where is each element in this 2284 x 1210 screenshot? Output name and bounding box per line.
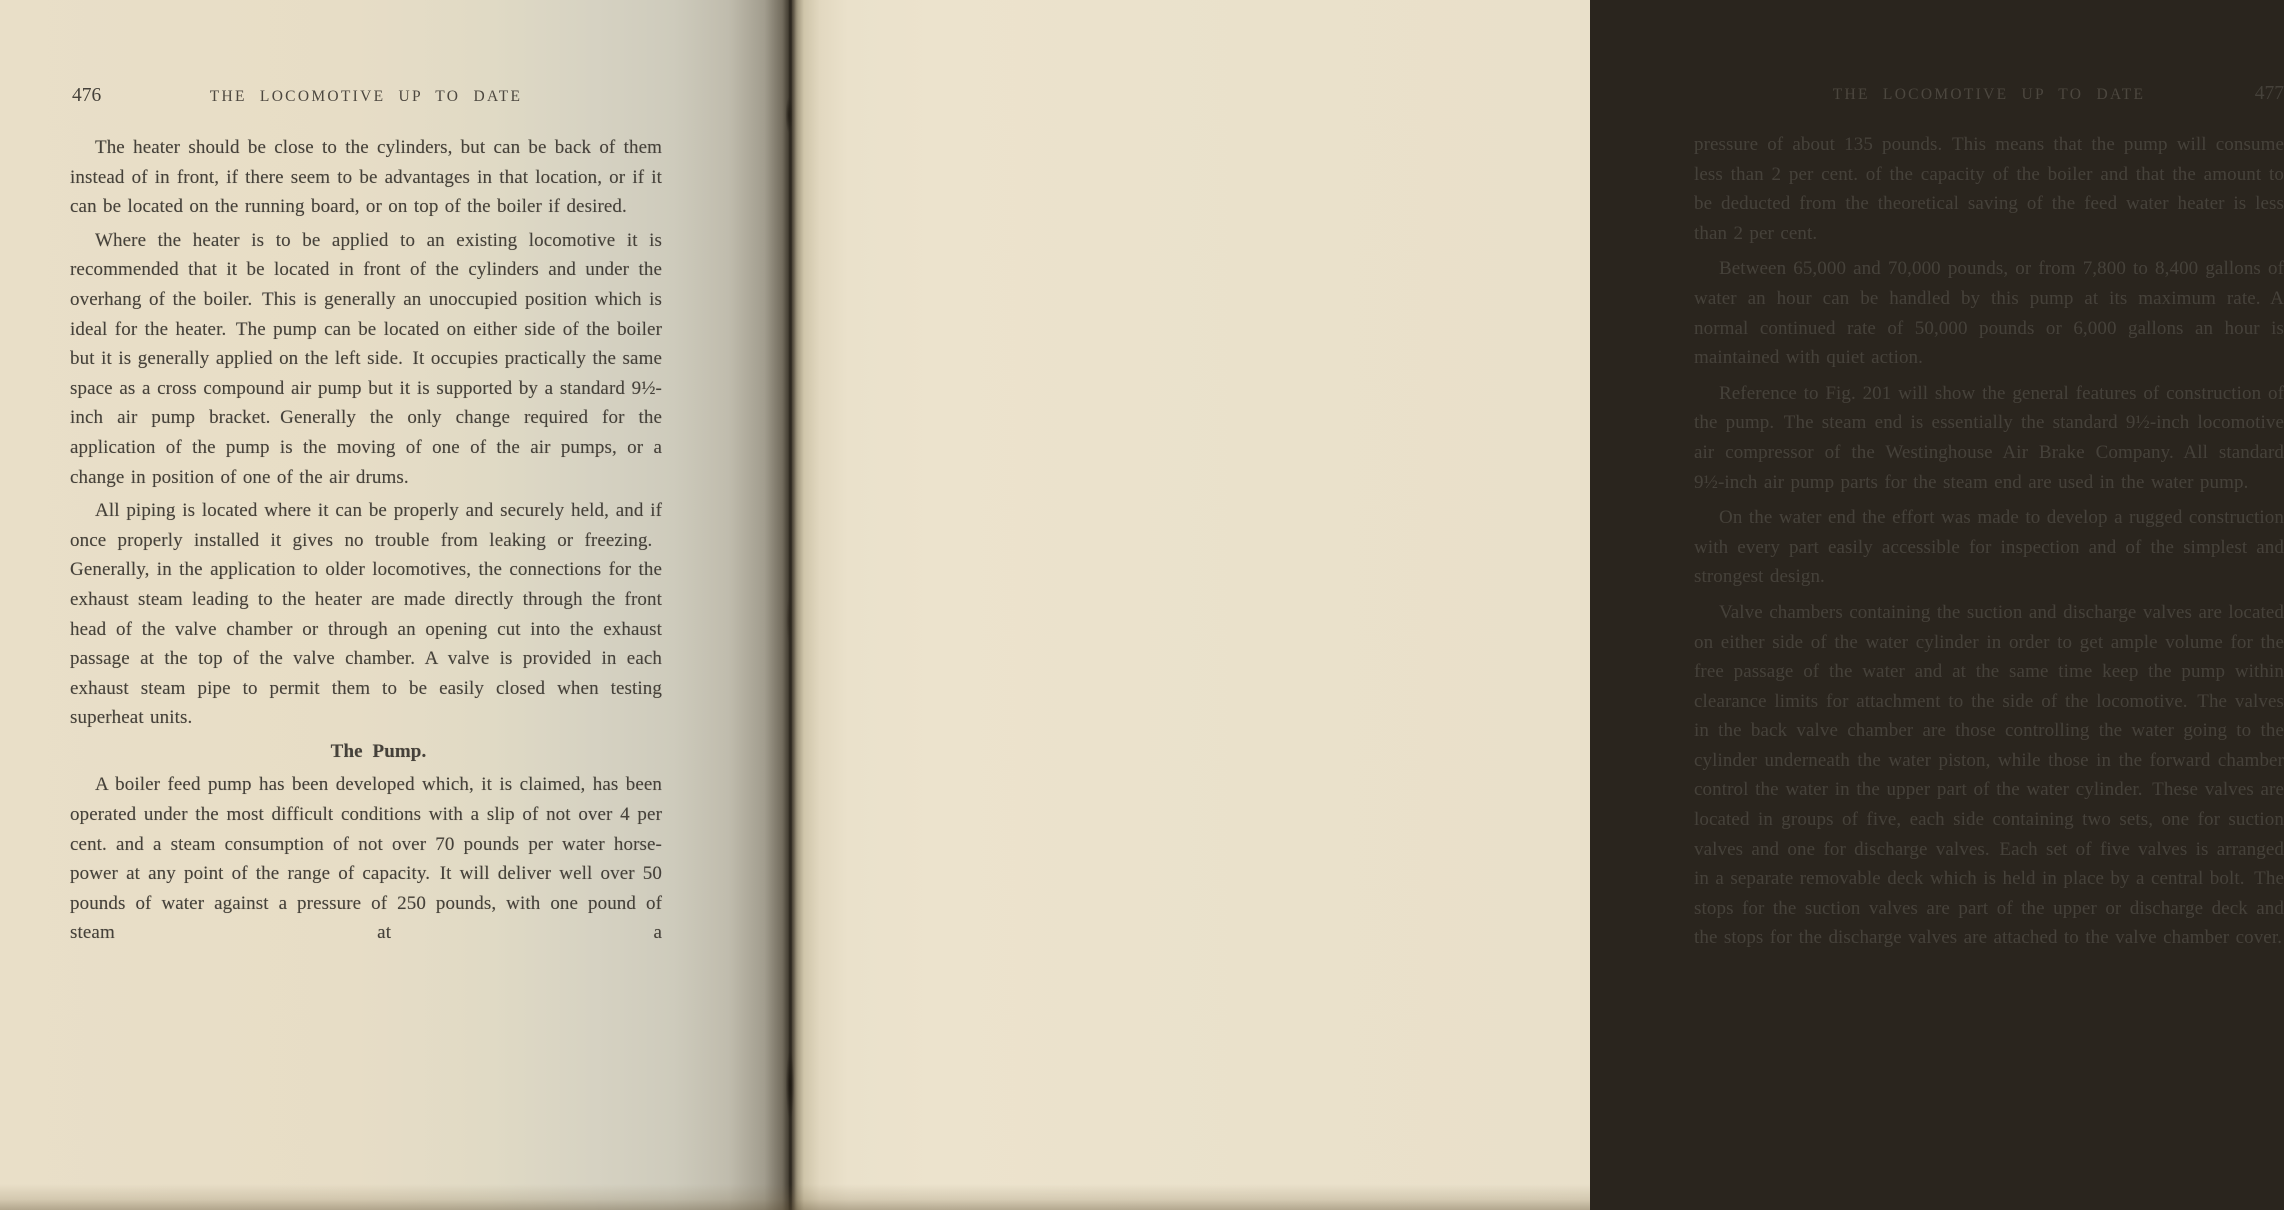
paragraph: The heater should be close to the cylinders, but can be back of them instead of in front, if there seem to be advantages in that location, or if it can be located on the running board, or on top of the boiler if desired. [70, 137, 662, 218]
right-page-number: 477 [2254, 83, 2284, 104]
paragraph: On the water end the effort was made to develop a rugged construction with every part easily accessible for inspection and of the simplest and strongest design. [1694, 507, 2284, 588]
left-running-title: THE LOCOMOTIVE UP TO DATE [209, 88, 523, 105]
paragraph: Where the heater is to be applied to an existing locomotive it is recommended that it be located in front of the cylinders and under the overhang of the boiler. This is generally an unoccupied position which is ideal for the heater. The pump can be located on either side of the boiler but it is generally applied on the left side. It occupies practically the same space as a cross compound air pump but it is supported by a standard 9½-inch air pump bracket. Generally the only change required for the application of the pump is the moving of one of the air pumps, or a change in position of one of the air drums. [70, 229, 662, 488]
right-running-title: THE LOCOMOTIVE UP TO DATE [1832, 86, 2146, 103]
right-page [792, 0, 2284, 1210]
book-gutter-shadow [782, 0, 798, 1210]
left-page-text [70, 133, 662, 948]
paragraph: Between 65,000 and 70,000 pounds, or from 7,800 to 8,400 gallons of water an hour can be handled by this pump at its maximum rate. A normal continued rate of 50,000 pounds or 6,000 gallons an hour is maintained with quiet action. [1694, 258, 2284, 369]
left-page [0, 0, 792, 1210]
paragraph: Valve chambers containing the suction and discharge valves are located on either side of the water cylinder in order to get ample volume for the free passage of the water and at the same time keep the pump within clearance limits for attachment to the side of the locomotive. The valves in the back valve chamber are those controlling the water going to the cylinder underneath the water piston, while those in the forward chamber control the water in the upper part of the water cylinder. These valves are located in groups of five, each side containing two sets, one for suction valves and one for discharge valves. Each set of five valves is arranged in a separate removable deck which is held in place by a central bolt. The stops for the suction valves are part of the upper or discharge deck and the stops for the discharge valves are attached to the valve chamber cover. [1694, 601, 2284, 949]
section-heading-the-pump: The Pump. [330, 740, 427, 762]
paragraph: Reference to Fig. 201 will show the general features of construction of the pump. The steam end is essentially the standard 9½-inch locomotive air compressor of the Westinghouse Air Brake Company. All standard 9½-inch air pump parts for the steam end are used in the water pump. [1694, 382, 2284, 493]
right-page-text [1694, 130, 2284, 953]
paragraph: All piping is located where it can be properly and securely held, and if once properly installed it gives no trouble from leaking or freezing. Generally, in the application to older locomotives, the connections for the exhaust steam leading to the heater are made directly through the front head of the valve chamber or through an opening cut into the exhaust passage at the top of the valve chamber. A valve is provided in each exhaust steam pipe to permit them to be easily closed when testing superheat units. [70, 500, 662, 729]
left-page-number: 476 [72, 85, 102, 106]
right-page-header [1694, 83, 2284, 110]
left-page-header [70, 85, 662, 112]
page-bottom-shadow [0, 1184, 1590, 1210]
paragraph: pressure of about 135 pounds. This means that the pump will consume less than 2 per cent. of the capacity of the boiler and that the amount to be deducted from the theoretical saving of the feed water heater is less than 2 per cent. [1694, 134, 2284, 244]
paragraph: A boiler feed pump has been developed which, it is claimed, has been operated under the most difficult conditions with a slip of not over 4 per cent. and a steam consumption of not over 70 pounds per water horse-power at any point of the range of capacity. It will deliver well over 50 pounds of water against a pressure of 250 pounds, with one pound of steam at a [70, 774, 662, 944]
